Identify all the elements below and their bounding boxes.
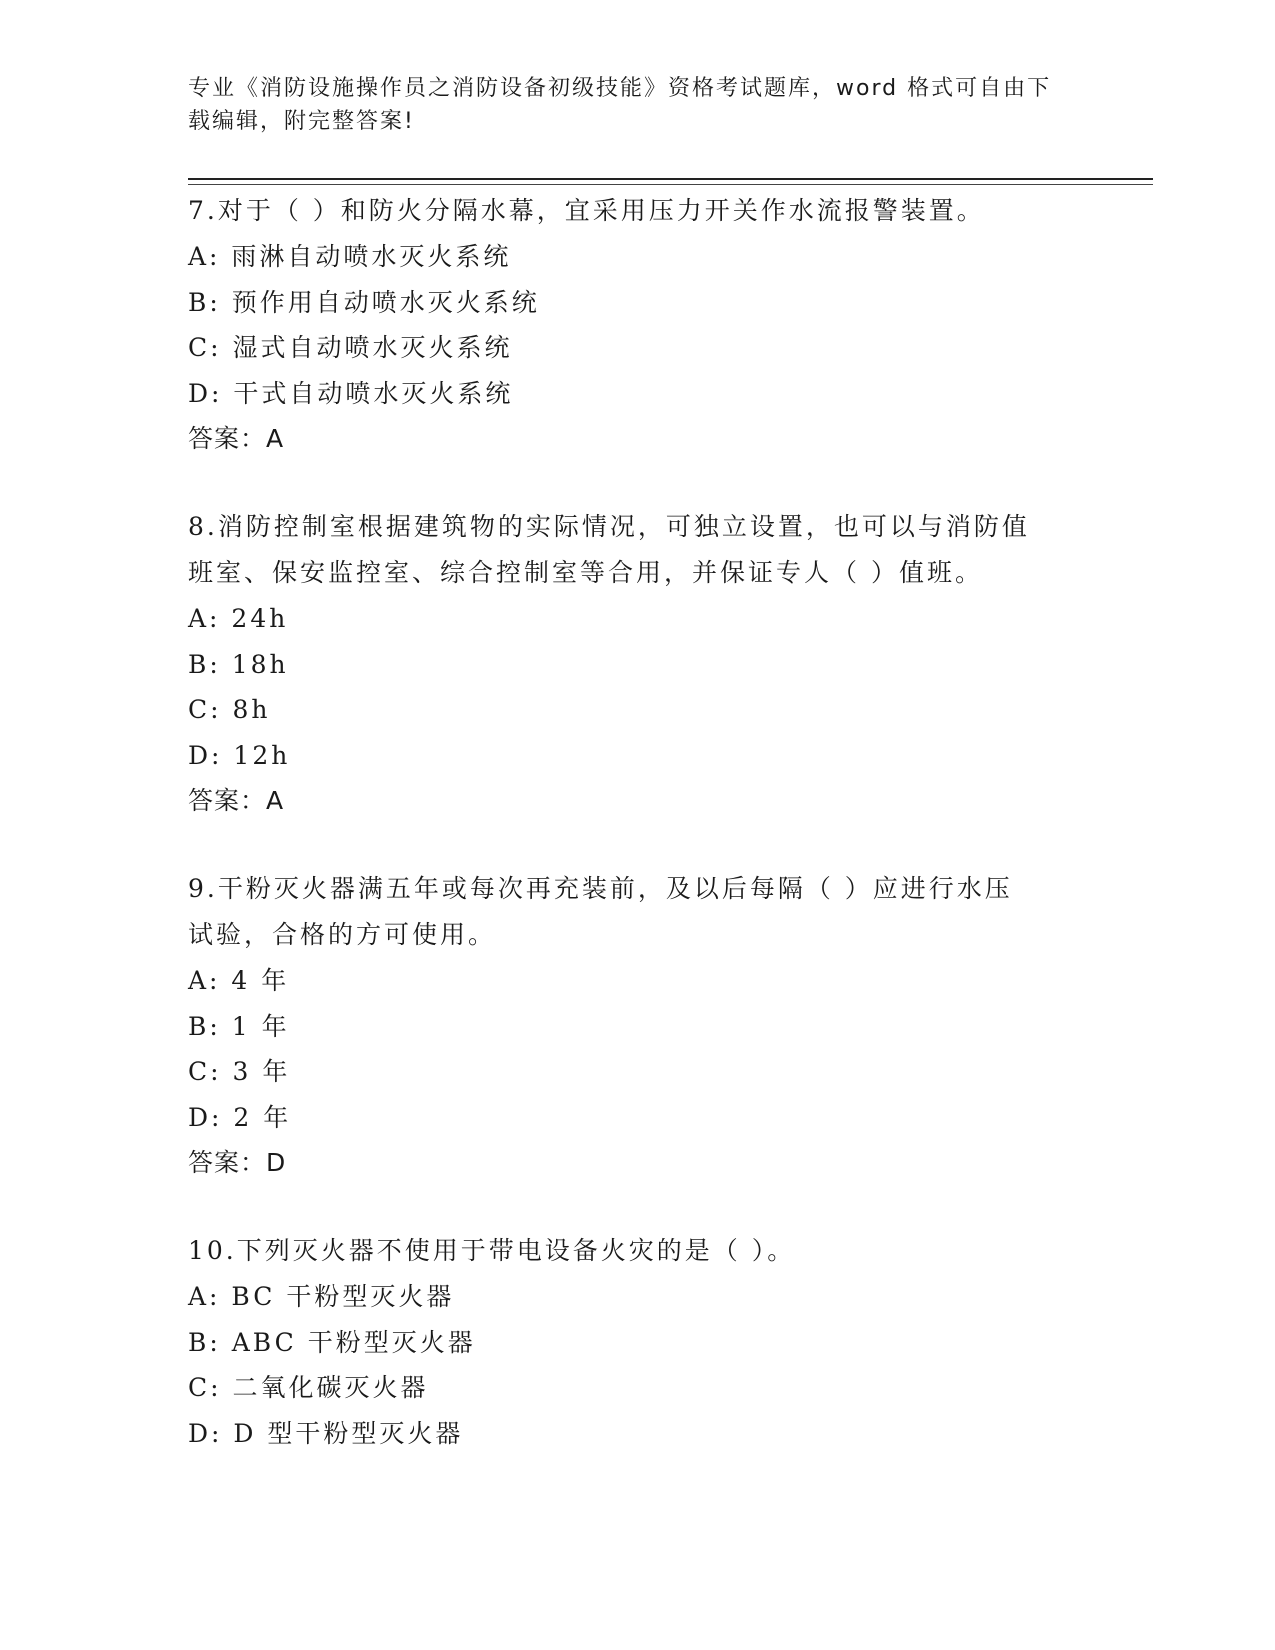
option-b: B: 18h [188, 649, 289, 679]
option-a: A: 雨淋自动喷水灭火系统 [188, 242, 512, 271]
option-c: C: 二氧化碳灭火器 [188, 1373, 429, 1402]
question-stem: 8.消防控制室根据建筑物的实际情况，可独立设置，也可以与消防值 [188, 512, 1030, 541]
option-d: D: D 型干粉型灭火器 [188, 1418, 464, 1448]
question-10 [188, 1228, 1068, 1456]
header-divider-thin [188, 184, 1153, 185]
option-b: B: 预作用自动喷水灭火系统 [188, 287, 540, 317]
question-stem: 10.下列灭火器不使用于带电设备火灾的是（ ）。 [188, 1236, 796, 1265]
option-c: C: 8h [188, 695, 271, 724]
option-c: C: 3 年 [188, 1057, 291, 1086]
question-stem-continued: 试验，合格的方可使用。 [188, 920, 497, 949]
answer: 答案：D [188, 1148, 287, 1177]
option-a: A: 4 年 [188, 966, 290, 995]
question-stem-continued: 班室、保安监控室、综合控制室等合用，并保证专人（ ）值班。 [188, 558, 983, 587]
option-a: A: BC 干粉型灭火器 [188, 1282, 455, 1311]
header-line-2: 载编辑，附完整答案! [188, 109, 415, 134]
option-a: A: 24h [188, 604, 289, 633]
question-list [188, 188, 1068, 1498]
header-line-1: 专业《消防设施操作员之消防设备初级技能》资格考试题库，word 格式可自由下 [188, 76, 1052, 101]
question-stem: 9.干粉灭火器满五年或每次再充装前，及以后每隔（ ）应进行水压 [188, 874, 1013, 903]
option-d: D: 12h [188, 740, 291, 770]
document-header [188, 72, 1068, 138]
question-9 [188, 866, 1068, 1186]
question-8 [188, 504, 1068, 824]
header-divider-thick [188, 178, 1153, 180]
option-b: B: ABC 干粉型灭火器 [188, 1327, 476, 1357]
option-d: D: 2 年 [188, 1102, 292, 1132]
answer: 答案：A [188, 786, 285, 815]
option-b: B: 1 年 [188, 1011, 290, 1041]
option-c: C: 湿式自动喷水灭火系统 [188, 333, 513, 362]
option-d: D: 干式自动喷水灭火系统 [188, 378, 514, 408]
answer: 答案：A [188, 424, 285, 453]
question-7 [188, 188, 1068, 462]
question-stem: 7.对于（ ）和防火分隔水幕，宜采用压力开关作水流报警装置。 [188, 196, 985, 225]
